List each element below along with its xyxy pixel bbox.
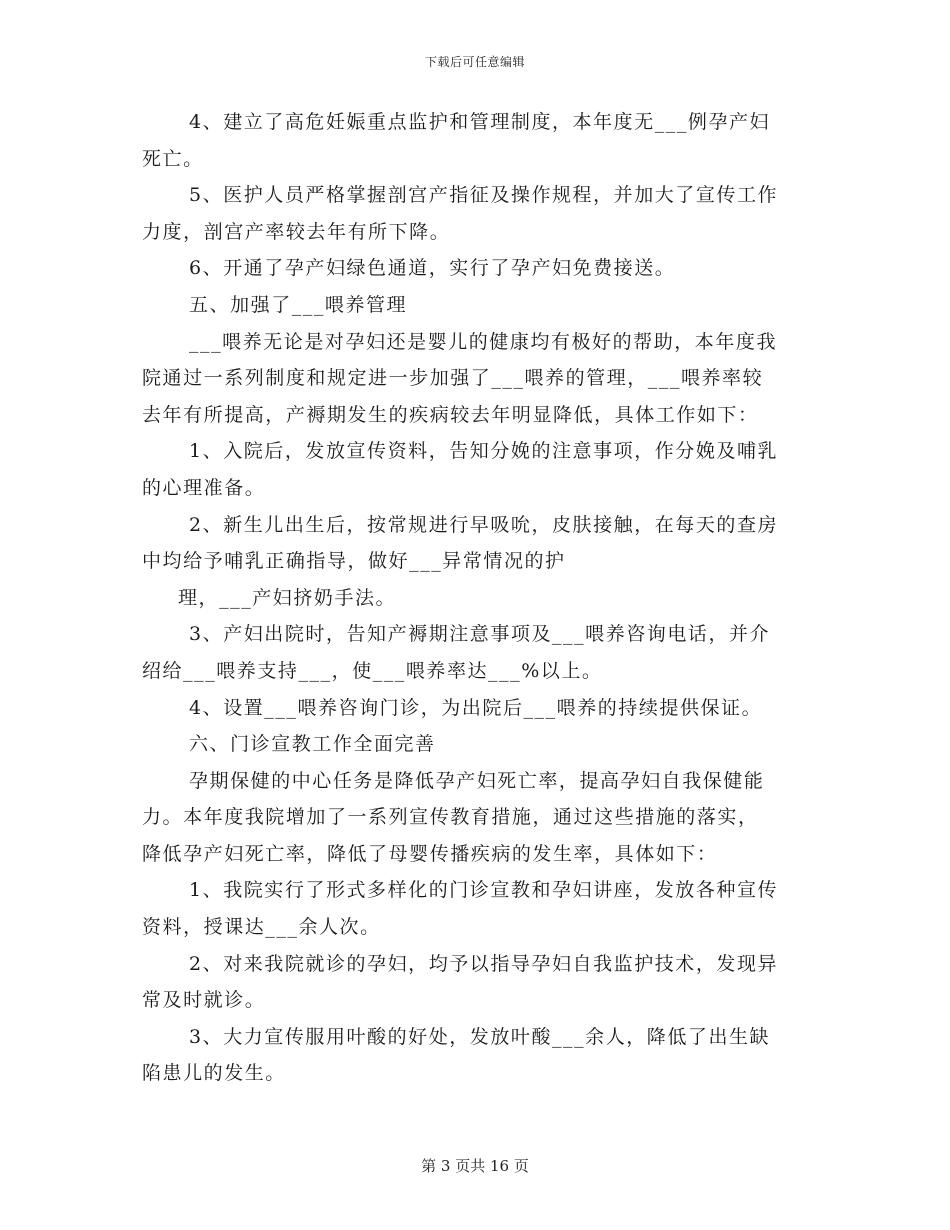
text-line: 院通过一系列制度和规定进一步加强了___喂养的管理，___喂养率较 [142,367,764,390]
text-line: 3、大力宣传服用叶酸的好处，发放叶酸___余人，降低了出生缺 [189,1025,771,1048]
text-line: 1、入院后，发放宣传资料，告知分娩的注意事项，作分娩及哺乳 [189,440,779,463]
page-footer: 第 3 页共 16 页 [421,1157,529,1175]
text-line: 绍给___喂养支持___，使___喂养率达___%以上。 [142,659,603,682]
text-line: 去年有所提高，产褥期发生的疾病较去年明显降低，具体工作如下： [142,403,759,426]
text-line: 4、建立了高危妊娠重点监护和管理制度，本年度无___例孕产妇 [189,111,771,133]
page-header: 下载后可任意编辑 [424,55,525,69]
text-line: 常及时就诊。 [142,989,266,1012]
text-line: ___喂养无论是对孕妇还是婴儿的健康均有极好的帮助，本年度我 [189,330,778,353]
section-heading: 五、加强了___喂养管理 [189,293,408,316]
text-line: 理，___产妇挤奶手法。 [178,586,397,609]
text-line: 3、产妇出院时，告知产褥期注意事项及___喂养咨询电话，并介 [189,623,771,646]
text-line: 1、我院实行了形式多样化的门诊宣教和孕妇讲座，发放各种宣传 [189,879,779,902]
text-line: 中均给予哺乳正确指导，做好___异常情况的护 [142,550,566,573]
text-line: 陷患儿的发生。 [142,1062,286,1085]
text-line: 4、设置___喂养咨询门诊，为出院后___喂养的持续提供保证。 [189,696,763,719]
text-line: 的心理准备。 [142,476,266,499]
text-line: 降低孕产妇死亡率，降低了母婴传播疾病的发生率，具体如下： [142,842,718,865]
document-body [142,104,810,1092]
text-line: 2、新生儿出生后，按常规进行早吸吮，皮肤接触，在每天的查房 [189,513,779,536]
text-line: 力度，剖宫产率较去年有所下降。 [142,220,451,243]
text-line: 6、开通了孕产妇绿色通道，实行了孕产妇免费接送。 [189,257,676,280]
text-line: 孕期保健的中心任务是降低孕产妇死亡率，提高孕妇自我保健能 [189,769,765,792]
text-line: 死亡。 [142,147,204,170]
section-heading: 六、门诊宣教工作全面完善 [189,733,436,756]
text-line: 资料，授课达___余人次。 [142,916,381,939]
text-line: 力。本年度我院增加了一系列宣传教育措施，通过这些措施的落实， [142,806,759,829]
text-line: 5、医护人员严格掌握剖宫产指征及操作规程，并加大了宣传工作 [189,184,779,207]
text-line: 2、对来我院就诊的孕妇，均予以指导孕妇自我监护技术，发现异 [189,952,779,975]
